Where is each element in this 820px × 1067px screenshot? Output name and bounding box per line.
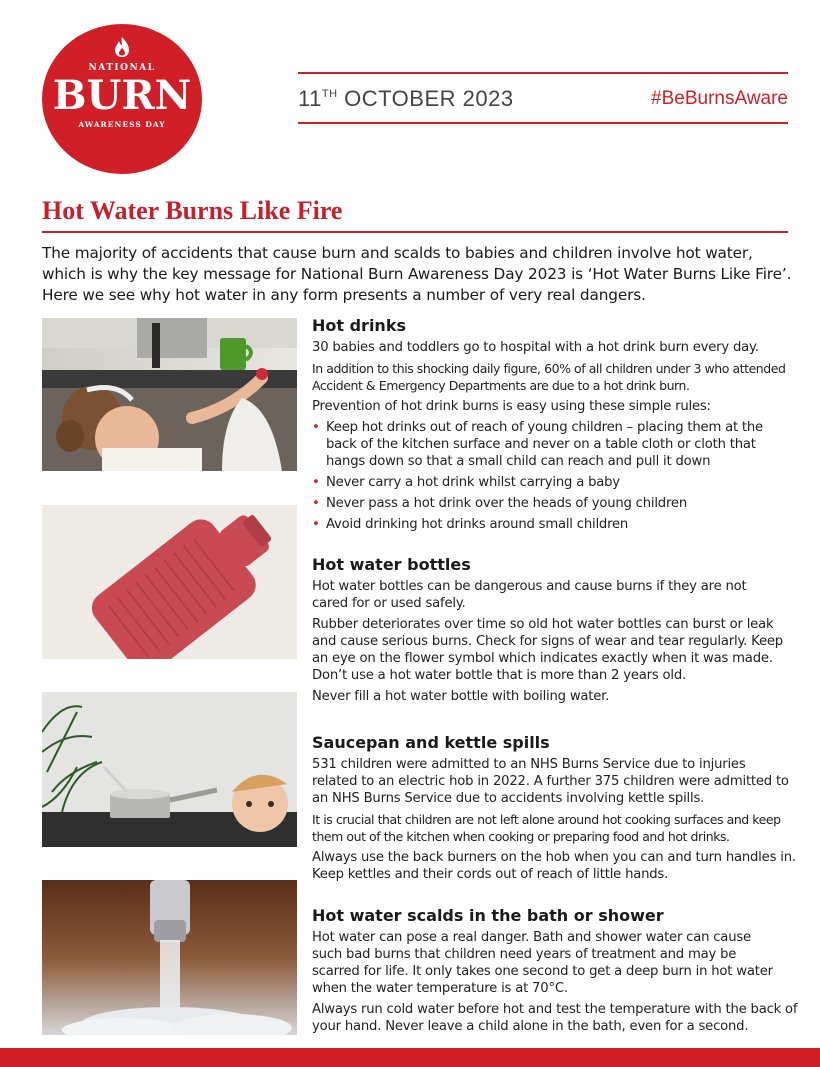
- hashtag: #BeBurnsAware: [651, 88, 788, 109]
- photo-saucepan-child: [42, 692, 297, 847]
- bullet-list: [312, 419, 802, 533]
- section-paragraph: Never fill a hot water bottle with boiling water.: [312, 689, 610, 704]
- header-top-rule: [298, 72, 788, 74]
- list-item: • Never carry a hot drink whilst carrying a baby: [312, 474, 802, 491]
- date-month-year: OCTOBER 2023: [337, 86, 514, 111]
- footer-bar: [0, 1048, 820, 1067]
- section-saucepan-kettle: [312, 733, 802, 887]
- section-hot-drinks: [312, 316, 802, 537]
- section-paragraph: Hot water can pose a real danger. Bath and shower water can cause such bad burns that children need years of treatment and may be scarred for life. It only takes one second to get a deep burn in hot water when the water temperature is at 70°C.: [312, 930, 773, 996]
- section-paragraph: Hot water bottles can be dangerous and cause burns if they are not cared for or used safely.: [312, 579, 747, 611]
- section-paragraph: 531 children were admitted to an NHS Burns Service due to injuries related to an electric hob in 2022. A further 375 children were admitted to an NHS Burns Service due to accidents involving kettle spills.: [312, 757, 789, 806]
- section-heading: Hot water bottles: [312, 555, 471, 574]
- section-bath-shower-scalds: [312, 906, 802, 1039]
- section-paragraph: It is crucial that children are not left alone around hot cooking surfaces and keep them out of the kitchen when cooking or preparing food and hot drinks.: [312, 812, 781, 844]
- section-heading: Hot water scalds in the bath or shower: [312, 906, 664, 925]
- date-day: 11: [298, 86, 322, 111]
- date-suffix: TH: [321, 88, 338, 100]
- section-paragraph: In addition to this shocking daily figure, 60% of all children under 3 who attended Accident & Emergency Departments are due to a hot drink burn.: [312, 361, 786, 393]
- section-hot-water-bottles: [312, 555, 802, 709]
- header-bottom-rule: [298, 122, 788, 124]
- intro-paragraph: The majority of accidents that cause burn and scalds to babies and children involve hot water, which is why the key message for National Burn Awareness Day 2023 is ‘Hot Water Burns Like Fire’. Here we see why hot water in any form presents a number of very real dangers.: [42, 244, 792, 304]
- title-rule: [42, 231, 788, 233]
- page-title: Hot Water Burns Like Fire: [42, 196, 343, 225]
- list-item: • Keep hot drinks out of reach of young children – placing them at the back of the kitchen surface and never on a table cloth or cloth that hangs down so that a small child can reach and pull it down: [312, 419, 796, 470]
- list-item: • Avoid drinking hot drinks around small children: [312, 516, 802, 533]
- section-heading: Saucepan and kettle spills: [312, 733, 550, 752]
- flame-icon: [42, 36, 202, 58]
- section-paragraph: Always use the back burners on the hob when you can and turn handles in. Keep kettles and their cords out of reach of little hands.: [312, 850, 796, 882]
- photo-hot-water-bottle: [42, 505, 297, 659]
- section-paragraph: Always run cold water before hot and test the temperature with the back of your hand. Never leave a child alone in the bath, even for a second.: [312, 1002, 798, 1034]
- logo: [42, 24, 202, 174]
- section-paragraph: 30 babies and toddlers go to hospital with a hot drink burn every day.: [312, 340, 759, 355]
- section-paragraph: Rubber deteriorates over time so old hot water bottles can burst or leak and cause serious burns. Check for signs of wear and tear regularly. Keep an eye on the flower symbol which indicates exactly when it was made. Don’t use a hot water bottle that is more than 2 years old.: [312, 617, 783, 683]
- event-date: [298, 86, 514, 112]
- section-paragraph: Prevention of hot drink burns is easy using these simple rules:: [312, 399, 711, 414]
- logo-line-awareness: AWARENESS DAY: [78, 120, 166, 129]
- photo-child-reaching-mug: [42, 318, 297, 471]
- logo-line-burn: BURN: [52, 72, 192, 119]
- logo-line-national: NATIONAL: [88, 63, 156, 73]
- photo-running-tap: [42, 880, 297, 1035]
- list-item: • Never pass a hot drink over the heads of young children: [312, 495, 802, 512]
- section-heading: Hot drinks: [312, 316, 406, 335]
